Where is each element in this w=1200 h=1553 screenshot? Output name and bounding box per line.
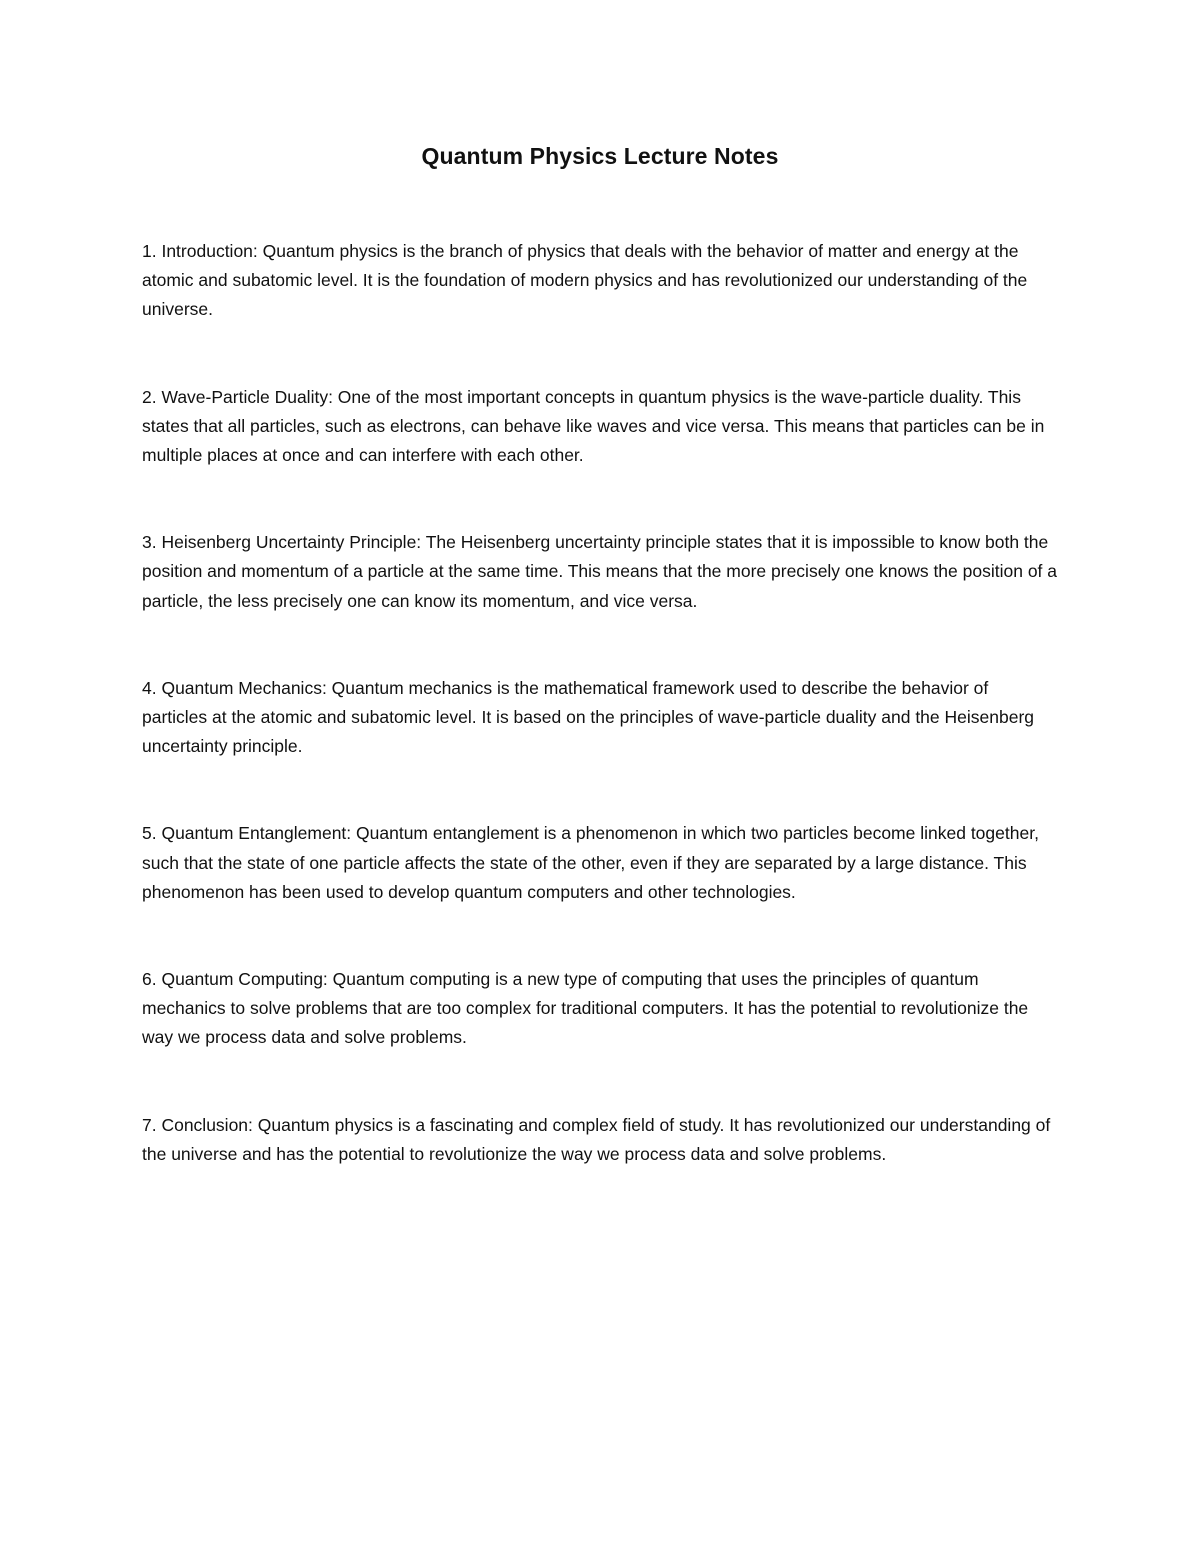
section-introduction: 1. Introduction: Quantum physics is the branch of physics that deals with the behavior of matter and energy at the atomic and subatomic level. It is the foundation of modern physics and has revolutionized our understanding of the universe. (142, 241, 1028, 320)
section-quantum-mechanics: 4. Quantum Mechanics: Quantum mechanics is the mathematical framework used to describe the behavior of particles at the atomic and subatomic level. It is based on the principles of wave-particle duality and the Heisenberg uncertainty principle. (142, 677, 1035, 757)
section-quantum-entanglement: 5. Quantum Entanglement: Quantum entanglement is a phenomenon in which two particles become linked together, such that the state of one particle affects the state of the other, even if they are separated by a large distance. This phenomenon has been used to develop quantum computers and other technologies. (142, 823, 1039, 902)
section-heisenberg-uncertainty: 3. Heisenberg Uncertainty Principle: The Heisenberg uncertainty principle states that it is impossible to know both the position and momentum of a particle at the same time. This means that the more precisely one knows the position of a particle, the less precisely one can know its momentum, and vice versa. (142, 532, 1058, 611)
section-wave-particle-duality: 2. Wave-Particle Duality: One of the most important concepts in quantum physics is the wave-particle duality. This states that all particles, such as electrons, can behave like waves and vice versa. This means that particles can be in multiple places at once and can interfere with each other. (142, 386, 1045, 466)
document-title: Quantum Physics Lecture Notes (421, 143, 779, 169)
section-conclusion: 7. Conclusion: Quantum physics is a fascinating and complex field of study. It has revolutionized our understanding of the universe and has the potential to revolutionize the way we process data and solve problems. (142, 1114, 1051, 1164)
section-quantum-computing: 6. Quantum Computing: Quantum computing is a new type of computing that uses the principles of quantum mechanics to solve problems that are too complex for traditional computers. It has the potential to revolutionize the way we process data and solve problems. (142, 969, 1029, 1048)
document-body (142, 237, 1057, 1227)
